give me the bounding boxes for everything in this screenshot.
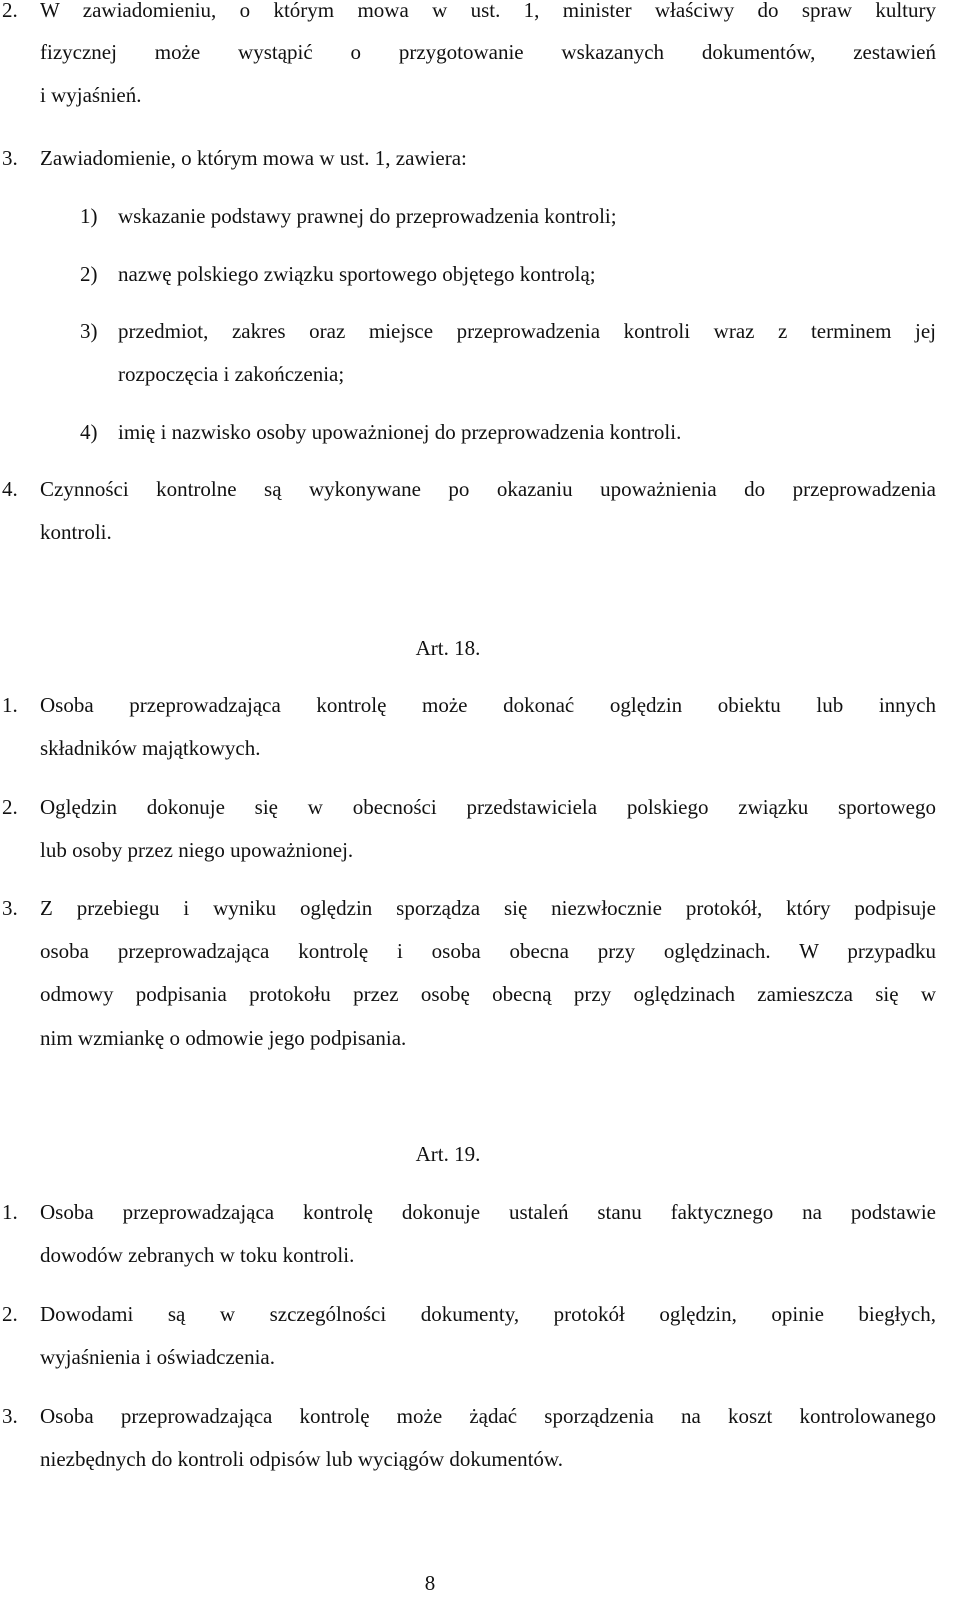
list-item-number: 3) — [80, 319, 98, 343]
list-item-number: 1) — [80, 204, 98, 228]
paragraph-line: Osoba przeprowadzająca kontrolę dokonuje ustaleń stanu faktycznego na podstawie — [40, 1200, 936, 1224]
paragraph-number: 4. — [2, 477, 18, 501]
paragraph-line: Oględzin dokonuje się w obecności przedstawiciela polskiego związku sportowego — [40, 795, 936, 819]
paragraph-line: składników majątkowych. — [40, 736, 261, 760]
paragraph-line: W zawiadomieniu, o którym mowa w ust. 1, minister właściwy do spraw kultury — [40, 0, 936, 22]
paragraph-line: Osoba przeprowadzająca kontrolę może żądać sporządzenia na koszt kontrolowanego — [40, 1404, 936, 1428]
paragraph-line: i wyjaśnień. — [40, 83, 142, 107]
paragraph-line: dowodów zebranych w toku kontroli. — [40, 1243, 355, 1267]
paragraph-line: niezbędnych do kontroli odpisów lub wyciągów dokumentów. — [40, 1447, 563, 1471]
paragraph-number: 3. — [2, 896, 18, 920]
paragraph-line: wyjaśnienia i oświadczenia. — [40, 1345, 275, 1369]
article-heading: Art. 19. — [415, 1142, 481, 1166]
list-item-line: wskazanie podstawy prawnej do przeprowadzenia kontroli; — [118, 204, 617, 228]
paragraph-line: Z przebiegu i wyniku oględzin sporządza się niezwłocznie protokół, który podpisuje — [40, 896, 936, 920]
list-item-line: rozpoczęcia i zakończenia; — [118, 362, 345, 386]
paragraph-line: Osoba przeprowadzająca kontrolę może dokonać oględzin obiektu lub innych — [40, 693, 936, 717]
article-heading: Art. 18. — [415, 636, 481, 660]
list-item-line: nazwę polskiego związku sportowego objętego kontrolą; — [118, 262, 596, 286]
list-item-line: imię i nazwisko osoby upoważnionej do przeprowadzenia kontroli. — [118, 420, 682, 444]
paragraph-number: 3. — [2, 146, 18, 170]
paragraph-number: 1. — [2, 693, 18, 717]
paragraph-line: lub osoby przez niego upoważnionej. — [40, 838, 354, 862]
paragraph-number: 2. — [2, 795, 18, 819]
paragraph-line: Czynności kontrolne są wykonywane po okazaniu upoważnienia do przeprowadzenia — [40, 477, 936, 501]
paragraph-number: 3. — [2, 1404, 18, 1428]
paragraph-number: 2. — [2, 1302, 18, 1326]
paragraph-number: 1. — [2, 1200, 18, 1224]
list-item-number: 2) — [80, 262, 98, 286]
paragraph-number: 2. — [2, 0, 18, 22]
paragraph-line: nim wzmiankę o odmowie jego podpisania. — [40, 1026, 407, 1050]
paragraph-line: fizycznej może wystąpić o przygotowanie wskazanych dokumentów, zestawień — [40, 40, 936, 64]
paragraph-line: Dowodami są w szczególności dokumenty, protokół oględzin, opinie biegłych, — [40, 1302, 936, 1326]
page-number: 8 — [424, 1571, 436, 1595]
paragraph-line: kontroli. — [40, 520, 112, 544]
paragraph-line: odmowy podpisania protokołu przez osobę obecną przy oględzinach zamieszcza się w — [40, 982, 936, 1006]
list-item-line: przedmiot, zakres oraz miejsce przeprowadzenia kontroli wraz z terminem jej — [118, 319, 936, 343]
list-item-number: 4) — [80, 420, 98, 444]
paragraph-line: osoba przeprowadzająca kontrolę i osoba obecna przy oględzinach. W przypadku — [40, 939, 936, 963]
paragraph-line: Zawiadomienie, o którym mowa w ust. 1, zawiera: — [40, 146, 467, 170]
